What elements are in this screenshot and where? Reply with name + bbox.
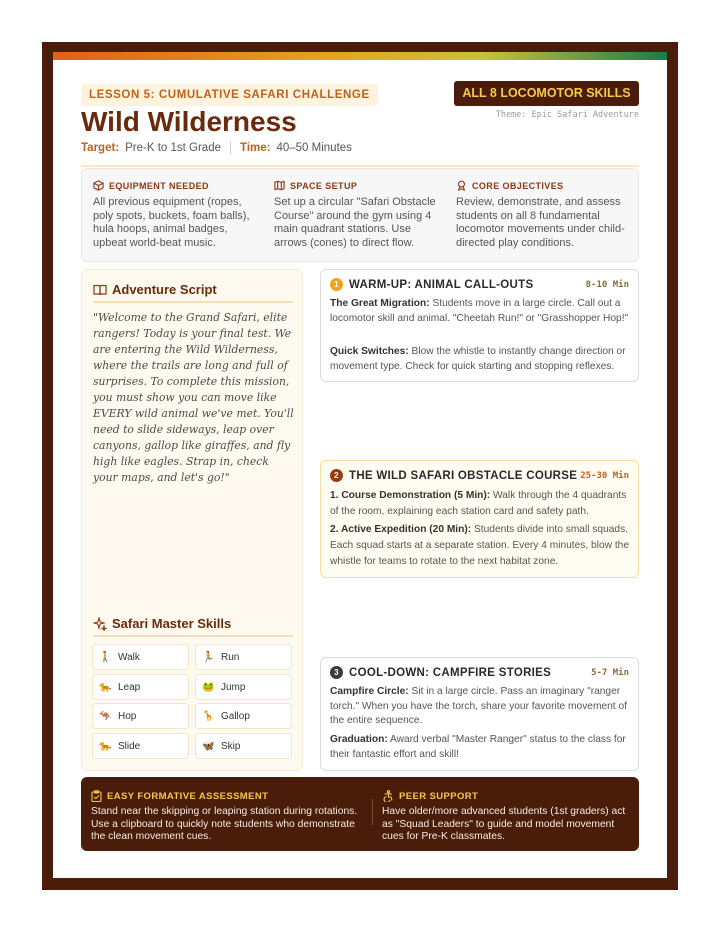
skill-label: Slide xyxy=(118,740,141,752)
butterfly-icon: 🦋 xyxy=(202,740,215,752)
activity-paragraph xyxy=(330,488,630,520)
paragraph-lead: The Great Migration: xyxy=(330,298,430,309)
map-icon xyxy=(274,180,285,191)
leopard-icon: 🐆 xyxy=(99,681,112,693)
skill-hop xyxy=(92,703,189,729)
activity-card-cooldown xyxy=(320,657,639,771)
sparkles-icon xyxy=(93,617,107,631)
skill-slide xyxy=(92,733,189,759)
skill-label: Skip xyxy=(221,740,241,752)
lesson-meta xyxy=(81,141,352,154)
paragraph-text: Blow the whistle to instantly change direction or movement type. Check for quick starting and stopping reflexes. xyxy=(330,346,626,372)
skills-heading xyxy=(93,616,231,631)
objectives-heading: CORE OBJECTIVES xyxy=(472,180,564,191)
leopard-icon: 🐆 xyxy=(99,740,112,752)
activity-paragraph xyxy=(330,733,630,762)
activity-title: WARM-UP: ANIMAL CALL-OUTS xyxy=(349,278,534,291)
giraffe-icon: 🦒 xyxy=(202,710,215,722)
skill-label: Gallop xyxy=(221,710,250,722)
paragraph-text: Students move in a large circle. Call out a locomotor skill and animal. "Cheetah Run!" or "Grasshopper Hop!" xyxy=(330,298,629,324)
box-icon xyxy=(93,180,104,191)
activity-paragraph xyxy=(330,345,630,374)
kangaroo-icon: 🦘 xyxy=(99,710,112,722)
header-divider xyxy=(81,165,639,167)
paragraph-text: Sit in a large circle. Pass an imaginary "ranger torch." When you have the torch, share your favorite movement of the entire sequence. xyxy=(330,686,627,726)
paragraph-text: Students divide into small squads. Each squad starts at a separate station. Every 4 minutes, blow the whistle for teams to rotate to the next habitat zone. xyxy=(330,524,629,567)
space-heading: SPACE SETUP xyxy=(290,180,358,191)
skill-jump xyxy=(195,674,292,700)
activity-time: 5-7 Min xyxy=(591,668,629,678)
activity-title: THE WILD SAFARI OBSTACLE COURSE xyxy=(349,469,578,482)
space-body: Set up a circular "Safari Obstacle Course" around the gym using 4 main quadrant stations. Use arrows (cones) to direct flow. xyxy=(274,196,436,249)
space-section xyxy=(274,180,444,250)
award-icon xyxy=(456,180,467,191)
skill-label: Jump xyxy=(221,681,246,693)
equipment-heading: EQUIPMENT NEEDED xyxy=(109,180,209,191)
assessment-body: Stand near the skipping or leaping station during rotations. Use a clipboard to quickly note students who demonstrate the clean movement cues. xyxy=(91,806,358,842)
activity-time: 25-30 Min xyxy=(580,471,629,481)
step-number-badge: 2 xyxy=(330,469,343,482)
frog-icon: 🐸 xyxy=(202,681,215,693)
info-box xyxy=(81,168,639,262)
activity-title: COOL-DOWN: CAMPFIRE STORIES xyxy=(349,666,552,679)
skills-badge: ALL 8 LOCOMOTOR SKILLS xyxy=(454,81,639,106)
book-icon xyxy=(93,284,107,296)
target-label: Target: xyxy=(81,141,120,154)
page-title: Wild Wilderness xyxy=(81,106,297,137)
paragraph-lead: Graduation: xyxy=(330,734,388,745)
equipment-body: All previous equipment (ropes, poly spots, buckets, foam balls), hula hoops, animal badges, upbeat world-beat music. xyxy=(93,196,250,249)
activity-heading xyxy=(330,278,533,291)
time-value: 40–50 Minutes xyxy=(276,141,352,154)
gradient-top-bar xyxy=(53,52,667,60)
script-heading-text: Adventure Script xyxy=(112,282,217,297)
activity-paragraph xyxy=(330,685,630,729)
footer-divider xyxy=(372,799,373,825)
skill-label: Run xyxy=(221,651,240,663)
skill-label: Hop xyxy=(118,710,137,722)
clipboard-icon xyxy=(91,790,102,802)
paragraph-text: Walk through the 4 quadrants of the room, explaining each station card and safety path. xyxy=(330,490,627,517)
objectives-body: Review, demonstrate, and assess students on all 8 fundamental locomotor movements under child-directed play conditions. xyxy=(456,196,625,249)
lesson-tag: LESSON 5: CUMULATIVE SAFARI CHALLENGE xyxy=(81,84,378,106)
skill-gallop xyxy=(195,703,292,729)
activity-paragraph xyxy=(330,522,630,570)
skills-rule xyxy=(93,635,293,637)
run-icon: 🏃 xyxy=(202,651,215,663)
equipment-section xyxy=(93,180,263,250)
activity-heading xyxy=(330,469,577,482)
tips-footer xyxy=(81,777,639,851)
assessment-section xyxy=(91,790,363,844)
step-number-badge: 3 xyxy=(330,666,343,679)
script-heading xyxy=(93,282,217,297)
activity-time: 8-10 Min xyxy=(585,280,629,290)
peer-support-section xyxy=(382,790,632,844)
skill-skip xyxy=(195,733,292,759)
paragraph-lead: Campfire Circle: xyxy=(330,686,409,697)
meta-divider xyxy=(230,141,231,154)
script-rule xyxy=(93,301,293,303)
time-label: Time: xyxy=(240,141,271,154)
skill-label: Walk xyxy=(118,651,140,663)
accessibility-icon xyxy=(382,790,394,802)
theme-label: Theme: Epic Safari Adventure xyxy=(495,110,639,120)
peer-support-heading: PEER SUPPORT xyxy=(399,790,479,802)
skills-heading-text: Safari Master Skills xyxy=(112,616,232,631)
paragraph-lead: Quick Switches: xyxy=(330,346,409,357)
walk-icon: 🚶 xyxy=(99,651,112,663)
skill-leap xyxy=(92,674,189,700)
step-number-badge: 1 xyxy=(330,278,343,291)
activity-heading xyxy=(330,666,551,679)
activity-card-obstacle-course xyxy=(320,460,639,578)
adventure-panel xyxy=(81,269,303,771)
script-quote: "Welcome to the Grand Safari, elite rangers! Today is your final test. We are entering the Wild Wilderness, where the trails are long and full of surprises. To complete this mission, you must show you can move like EVERY wild animal we've met. You'll need to slide sideways, leap over canyons, gallop like giraffes, and fly high like eagles. Strap in, check your maps, and let's go!" xyxy=(93,311,294,484)
target-value: Pre-K to 1st Grade xyxy=(125,141,221,154)
paragraph-text: Award verbal "Master Ranger" status to the class for their fantastic effort and skill! xyxy=(330,734,626,760)
objectives-section xyxy=(456,180,626,250)
peer-support-body: Have older/more advanced students (1st graders) act as "Squad Leaders" to guide and model movement cues for Pre-K classmates. xyxy=(382,806,626,842)
skill-label: Leap xyxy=(118,681,141,693)
skill-walk xyxy=(92,644,189,670)
activity-card-warmup xyxy=(320,269,639,382)
skill-run xyxy=(195,644,292,670)
paragraph-lead: 2. Active Expedition (20 Min): xyxy=(330,524,472,535)
lesson-sheet xyxy=(53,52,667,878)
paragraph-lead: 1. Course Demonstration (5 Min): xyxy=(330,490,491,501)
assessment-heading: EASY FORMATIVE ASSESSMENT xyxy=(107,790,269,802)
activity-paragraph xyxy=(330,297,630,326)
